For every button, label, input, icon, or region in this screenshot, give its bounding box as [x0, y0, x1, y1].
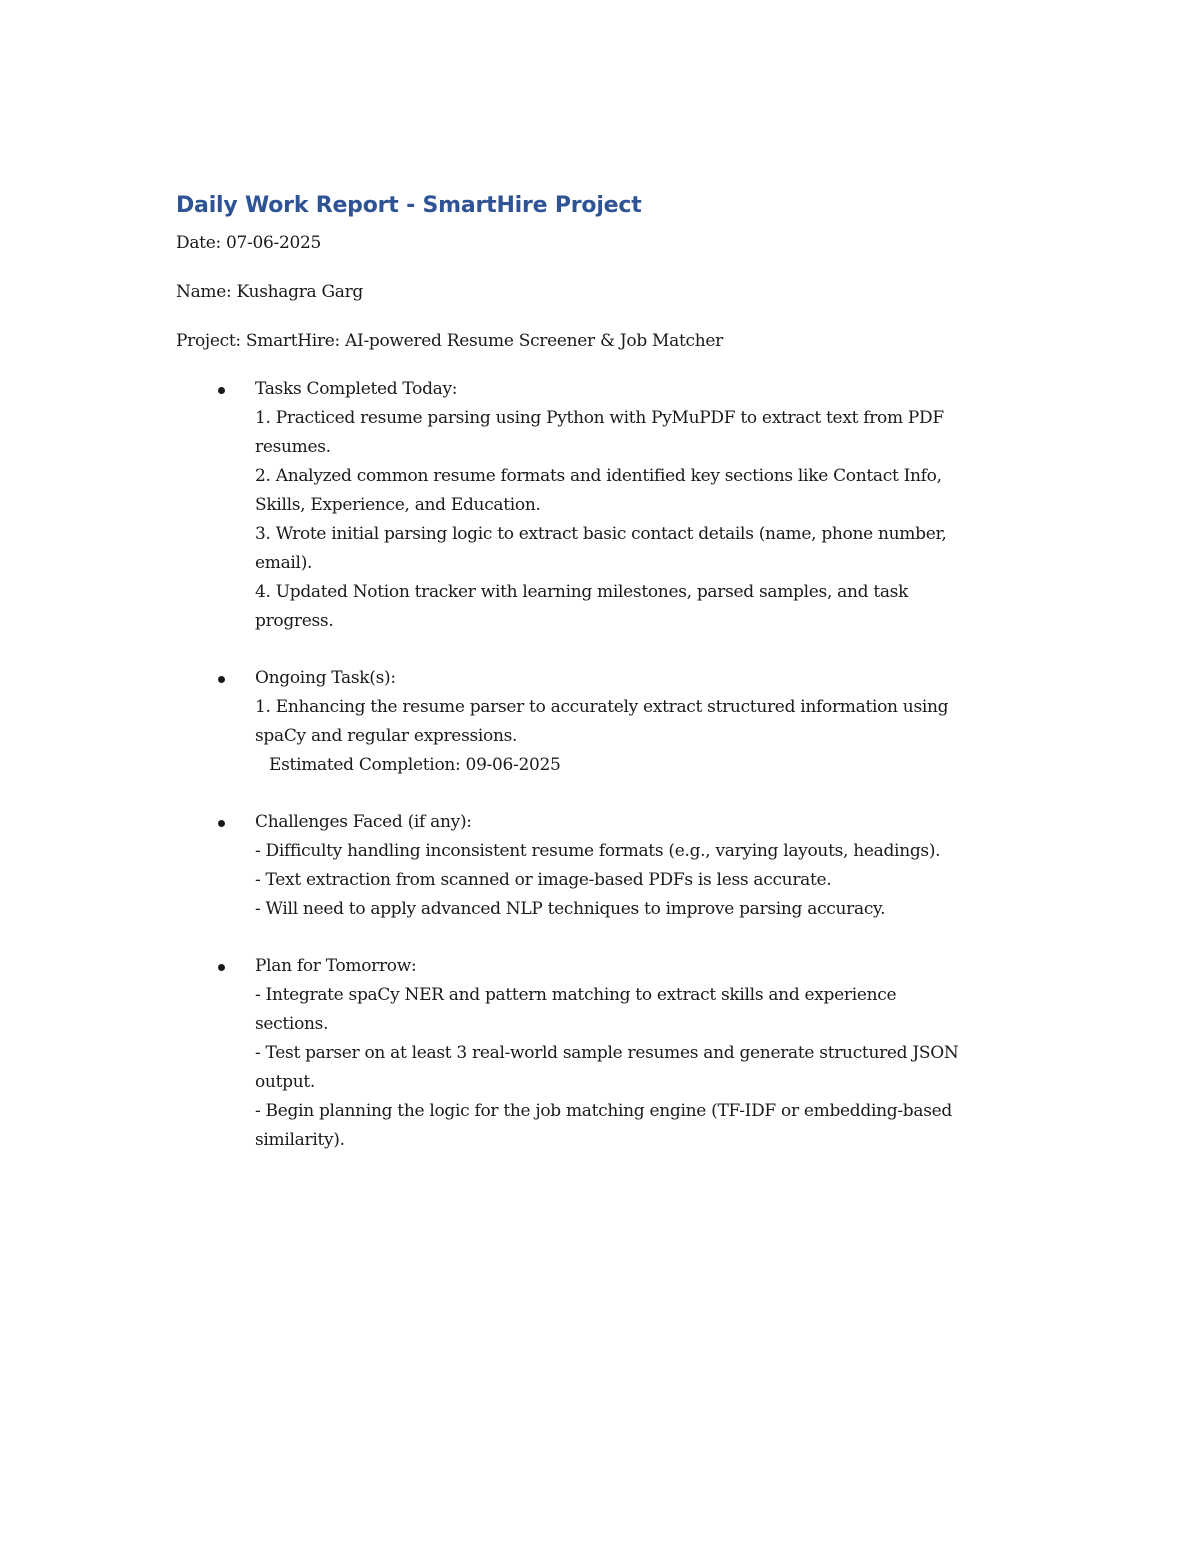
report-title: Daily Work Report - SmartHire Project [176, 193, 642, 218]
section-line: 1. Enhancing the resume parser to accurately extract structured information using [255, 697, 949, 717]
date-value: 07-06-2025 [226, 233, 322, 253]
section-line: 2. Analyzed common resume formats and identified key sections like Contact Info, [255, 466, 942, 486]
section-ongoing-tasks [176, 664, 1036, 780]
section-line: email). [255, 553, 313, 573]
date-line [176, 228, 1036, 258]
project-label: Project: [176, 331, 241, 351]
section-heading: Ongoing Task(s): [255, 668, 396, 688]
report-sections [176, 375, 1036, 1155]
section-tasks-completed [176, 375, 1036, 636]
section-line: 3. Wrote initial parsing logic to extract basic contact details (name, phone number, [255, 524, 947, 544]
section-line: - Test parser on at least 3 real-world sample resumes and generate structured JSON [255, 1043, 959, 1063]
section-challenges [176, 808, 1036, 924]
section-heading: Challenges Faced (if any): [255, 812, 472, 832]
section-line: - Will need to apply advanced NLP techniques to improve parsing accuracy. [255, 899, 886, 919]
section-line: output. [255, 1072, 315, 1092]
project-line [176, 326, 1036, 356]
section-line: Skills, Experience, and Education. [255, 495, 541, 515]
section-line: - Begin planning the logic for the job matching engine (TF-IDF or embedding-based [255, 1101, 952, 1121]
section-line: similarity). [255, 1130, 345, 1150]
section-line: 4. Updated Notion tracker with learning milestones, parsed samples, and task [255, 582, 909, 602]
date-label: Date: [176, 233, 221, 253]
section-line: progress. [255, 611, 334, 631]
section-line: - Difficulty handling inconsistent resume formats (e.g., varying layouts, headings). [255, 841, 941, 861]
estimated-completion: Estimated Completion: 09-06-2025 [269, 755, 561, 775]
bullet-icon [218, 387, 225, 394]
section-line: - Text extraction from scanned or image-based PDFs is less accurate. [255, 870, 832, 890]
section-line: sections. [255, 1014, 329, 1034]
section-heading: Plan for Tomorrow: [255, 956, 417, 976]
section-line: 1. Practiced resume parsing using Python with PyMuPDF to extract text from PDF [255, 408, 944, 428]
bullet-icon [218, 964, 225, 971]
name-line [176, 277, 1036, 307]
name-value: Kushagra Garg [236, 282, 363, 302]
bullet-icon [218, 676, 225, 683]
project-value: SmartHire: AI-powered Resume Screener & Job Matcher [245, 331, 723, 351]
name-label: Name: [176, 282, 232, 302]
section-line: spaCy and regular expressions. [255, 726, 518, 746]
section-heading: Tasks Completed Today: [255, 379, 458, 399]
bullet-icon [218, 820, 225, 827]
section-line: - Integrate spaCy NER and pattern matching to extract skills and experience [255, 985, 897, 1005]
section-line: resumes. [255, 437, 331, 457]
section-plan-tomorrow [176, 952, 1036, 1155]
report-body [176, 190, 1036, 1183]
